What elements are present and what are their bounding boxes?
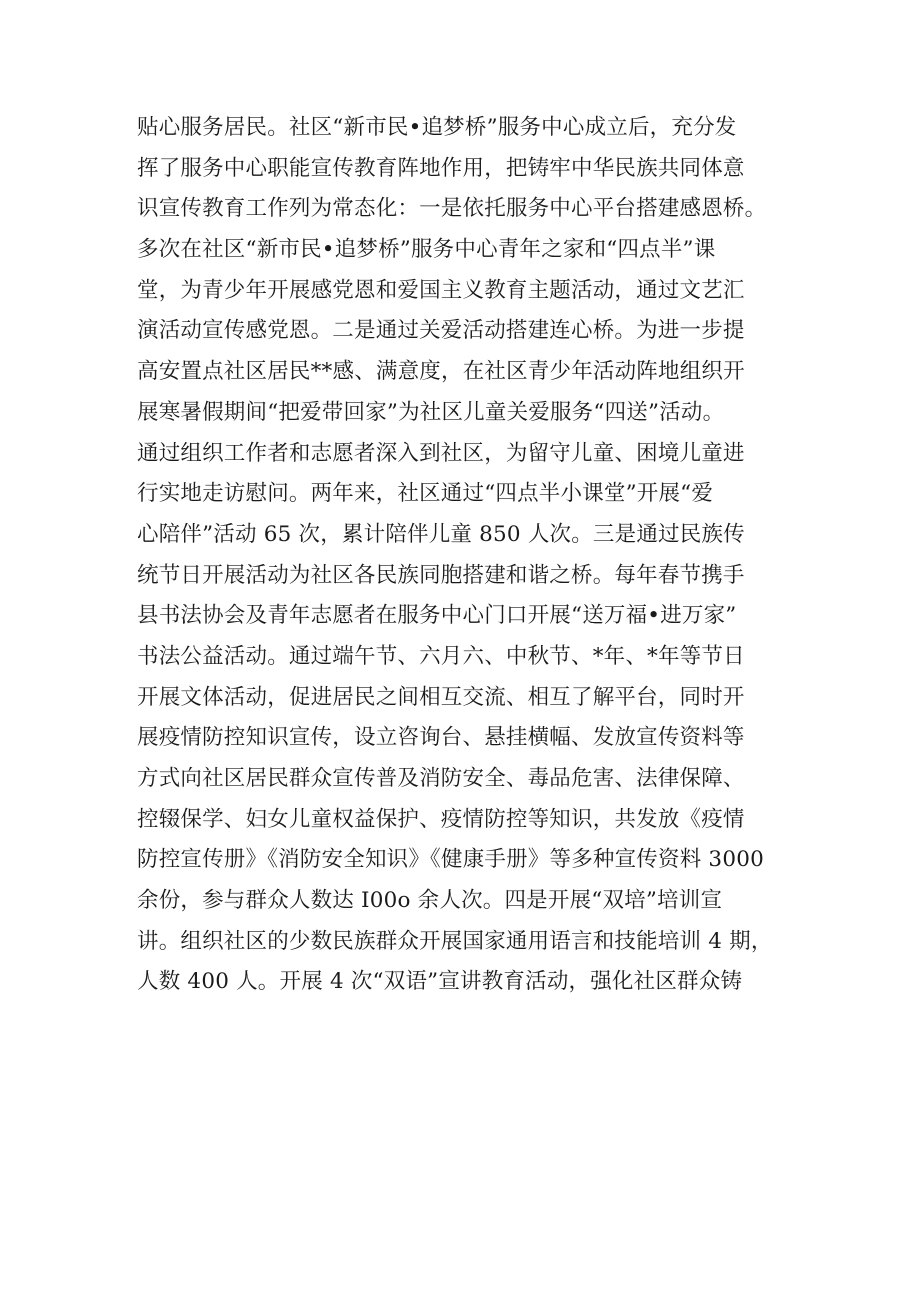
text-line: 书法公益活动。通过端午节、六月六、中秋节、*年、*年等节日 — [137, 643, 745, 669]
text-line: 多次在社区“新市民•追梦桥”服务中心青年之家和“四点半”课 — [137, 237, 716, 263]
text-line: 方式向社区居民群众宣传普及消防安全、毒品危害、法律保障、 — [137, 766, 745, 791]
text-line: 识宣传教育工作列为常态化：一是依托服务中心平台搭建感恩桥。 — [137, 196, 767, 222]
text-line: 讲。组织社区的少数民族群众开展国家通用语言和技能培训 4 期， — [137, 928, 773, 954]
text-line: 县书法协会及青年志愿者在服务中心门口开展“送万福•进万家” — [137, 603, 737, 629]
text-line: 通过组织工作者和志愿者深入到社区，为留守儿童、困境儿童进 — [137, 440, 745, 466]
text-line: 展寒暑假期间“把爱带回家”为社区儿童关爱服务“四送”活动。 — [137, 399, 725, 425]
text-line: 防控宣传册》《消防安全知识》《健康手册》等多种宣传资料 3000 — [137, 847, 764, 873]
text-line: 控辍保学、妇女儿童权益保护、疫情防控等知识，共发放《疫情 — [137, 806, 745, 832]
text-line: 心陪伴”活动 65 次，累计陪伴儿童 850 人次。三是通过民族传 — [137, 521, 745, 547]
text-line: 人数 400 人。开展 4 次“双语”宣讲教育活动，强化社区群众铸 — [137, 969, 743, 995]
text-line: 贴心服务居民。社区“新市民•追梦桥”服务中心成立后，充分发 — [137, 115, 737, 140]
text-line: 开展文体活动，促进居民之间相互交流、相互了解平台，同时开 — [137, 684, 745, 710]
text-line: 展疫情防控知识宣传，设立咨询台、悬挂横幅、发放宣传资料等 — [137, 725, 745, 751]
text-line: 行实地走访慰问。两年来，社区通过“四点半小课堂”开展“爱 — [137, 481, 714, 507]
text-line: 统节日开展活动为社区各民族同胞搭建和谐之桥。每年春节携手 — [137, 562, 745, 588]
text-line: 挥了服务中心职能宣传教育阵地作用，把铸牢中华民族共同体意 — [137, 155, 745, 181]
body-text — [137, 108, 827, 1003]
text-line: 余份，参与群众人数达 I00o 余人次。四是开展“双培”培训宣 — [137, 888, 723, 914]
text-line: 堂，为青少年开展感党恩和爱国主义教育主题活动，通过文艺汇 — [137, 277, 745, 303]
text-line: 高安置点社区居民**感、满意度，在社区青少年活动阵地组织开 — [137, 359, 745, 385]
text-line: 演活动宣传感党恩。二是通过关爱活动搭建连心桥。为进一步提 — [137, 318, 745, 344]
